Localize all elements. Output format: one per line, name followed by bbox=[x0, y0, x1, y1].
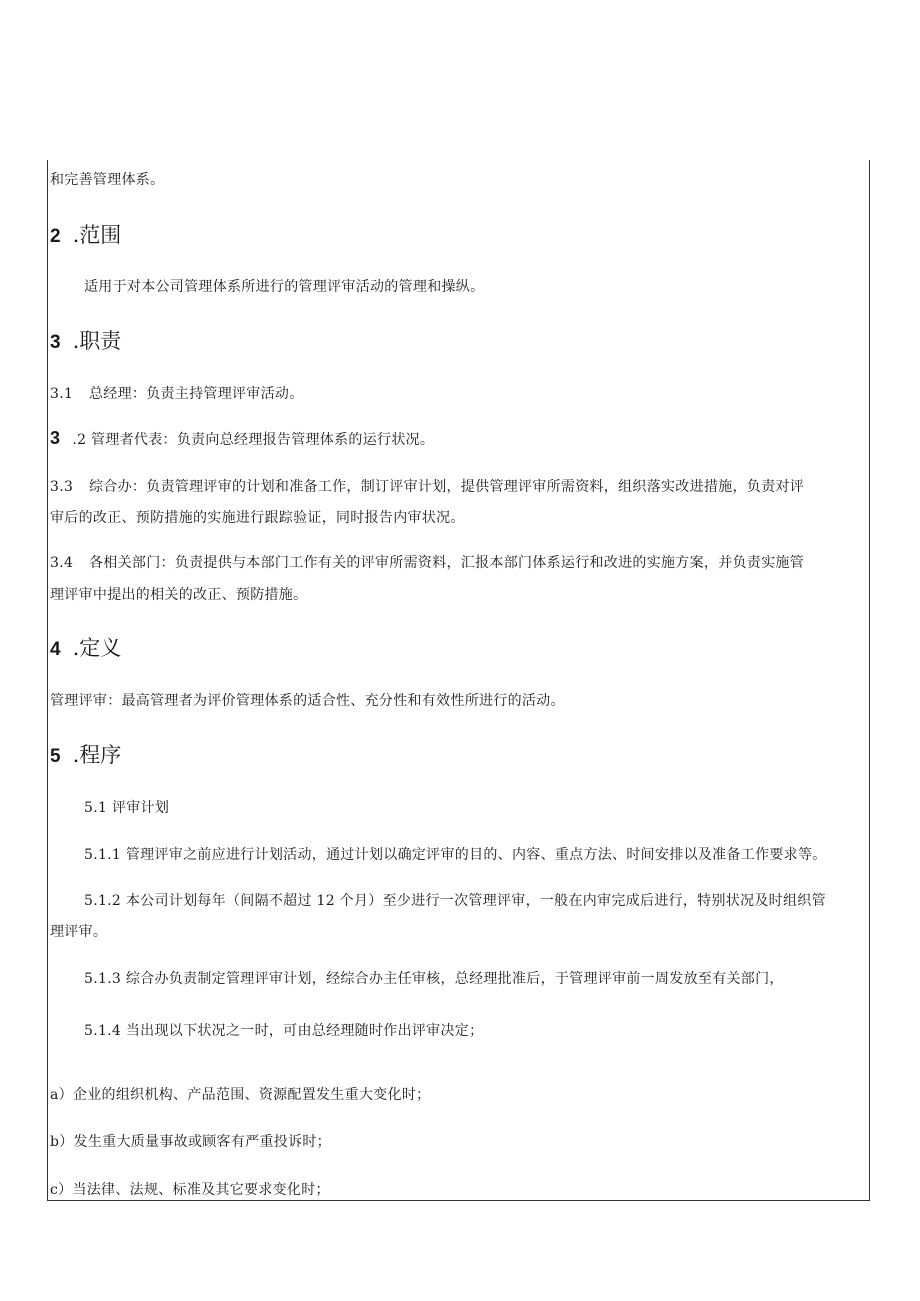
definition-body: 管理评审：最高管理者为评价管理体系的适合性、充分性和有效性所进行的活动。 bbox=[50, 693, 565, 709]
section-3-heading bbox=[50, 328, 121, 356]
item-3-2-text: .2 管理者代表：负责向总经理报告管理体系的运行状况。 bbox=[72, 432, 435, 448]
document-frame bbox=[47, 160, 870, 1201]
section-4-title: .定义 bbox=[72, 636, 122, 660]
item-3-1-label: 3.1 bbox=[50, 386, 74, 402]
list-item-b: b）发生重大质量事故或顾客有严重投诉时； bbox=[50, 1134, 331, 1150]
section-4-heading bbox=[50, 635, 121, 663]
section-5-title: .程序 bbox=[72, 743, 122, 767]
item-3-4-label: 3.4 bbox=[50, 555, 74, 571]
p5-1-4: 5.1.4 当出现以下状况之一时，可由总经理随时作出评审决定； bbox=[84, 1023, 484, 1039]
item-3-4-line2: 理评审中提出的相关的改正、预防措施。 bbox=[50, 587, 308, 603]
item-3-3-line1: 综合办：负责管理评审的计划和准备工作，制订评审计划，提供管理评审所需资料，组织落实改进措施，负责对评 bbox=[89, 479, 804, 495]
section-2-heading bbox=[50, 222, 121, 250]
section-2-number: 2 bbox=[50, 226, 61, 247]
item-3-3-label: 3.3 bbox=[50, 479, 74, 495]
item-3-1-text: 总经理：负责主持管理评审活动。 bbox=[89, 386, 304, 402]
list-item-c: c）当法律、法规、标准及其它要求变化时； bbox=[50, 1182, 330, 1198]
p5-1: 5.1 评审计划 bbox=[84, 800, 170, 816]
section-2-title: .范围 bbox=[72, 223, 122, 247]
intro-tail-text: 和完善管理体系。 bbox=[50, 172, 165, 188]
section-5-number: 5 bbox=[50, 746, 61, 767]
item-3-2-number: 3 bbox=[50, 428, 61, 448]
p5-1-2-line2: 理评审。 bbox=[50, 924, 108, 940]
scope-body: 适用于对本公司管理体系所进行的管理评审活动的管理和操纵。 bbox=[84, 279, 485, 295]
item-3-4-line1: 各相关部门：负责提供与本部门工作有关的评审所需资料，汇报本部门体系运行和改进的实施方案，并负责实施管 bbox=[89, 555, 804, 571]
section-4-number: 4 bbox=[50, 639, 61, 660]
list-item-a: a）企业的组织机构、产品范围、资源配置发生重大变化时； bbox=[50, 1087, 431, 1103]
section-3-number: 3 bbox=[50, 332, 61, 353]
section-3-title: .职责 bbox=[72, 329, 122, 353]
p5-1-1: 5.1.1 管理评审之前应进行计划活动，通过计划以确定评审的目的、内容、重点方法、时间安排以及准备工作要求等。 bbox=[84, 847, 827, 863]
item-3-3-line2: 审后的改正、预防措施的实施进行跟踪验证，同时报告内审状况。 bbox=[50, 510, 465, 526]
section-5-heading bbox=[50, 742, 121, 770]
p5-1-2-line1: 5.1.2 本公司计划每年（间隔不超过 12 个月）至少进行一次管理评审，一般在内审完成后进行，特别状况及时组织管 bbox=[84, 893, 826, 909]
p5-1-3: 5.1.3 综合办负责制定管理评审计划，经综合办主任审核，总经理批准后，于管理评审前一周发放至有关部门， bbox=[84, 971, 784, 987]
item-3-2 bbox=[50, 428, 434, 450]
